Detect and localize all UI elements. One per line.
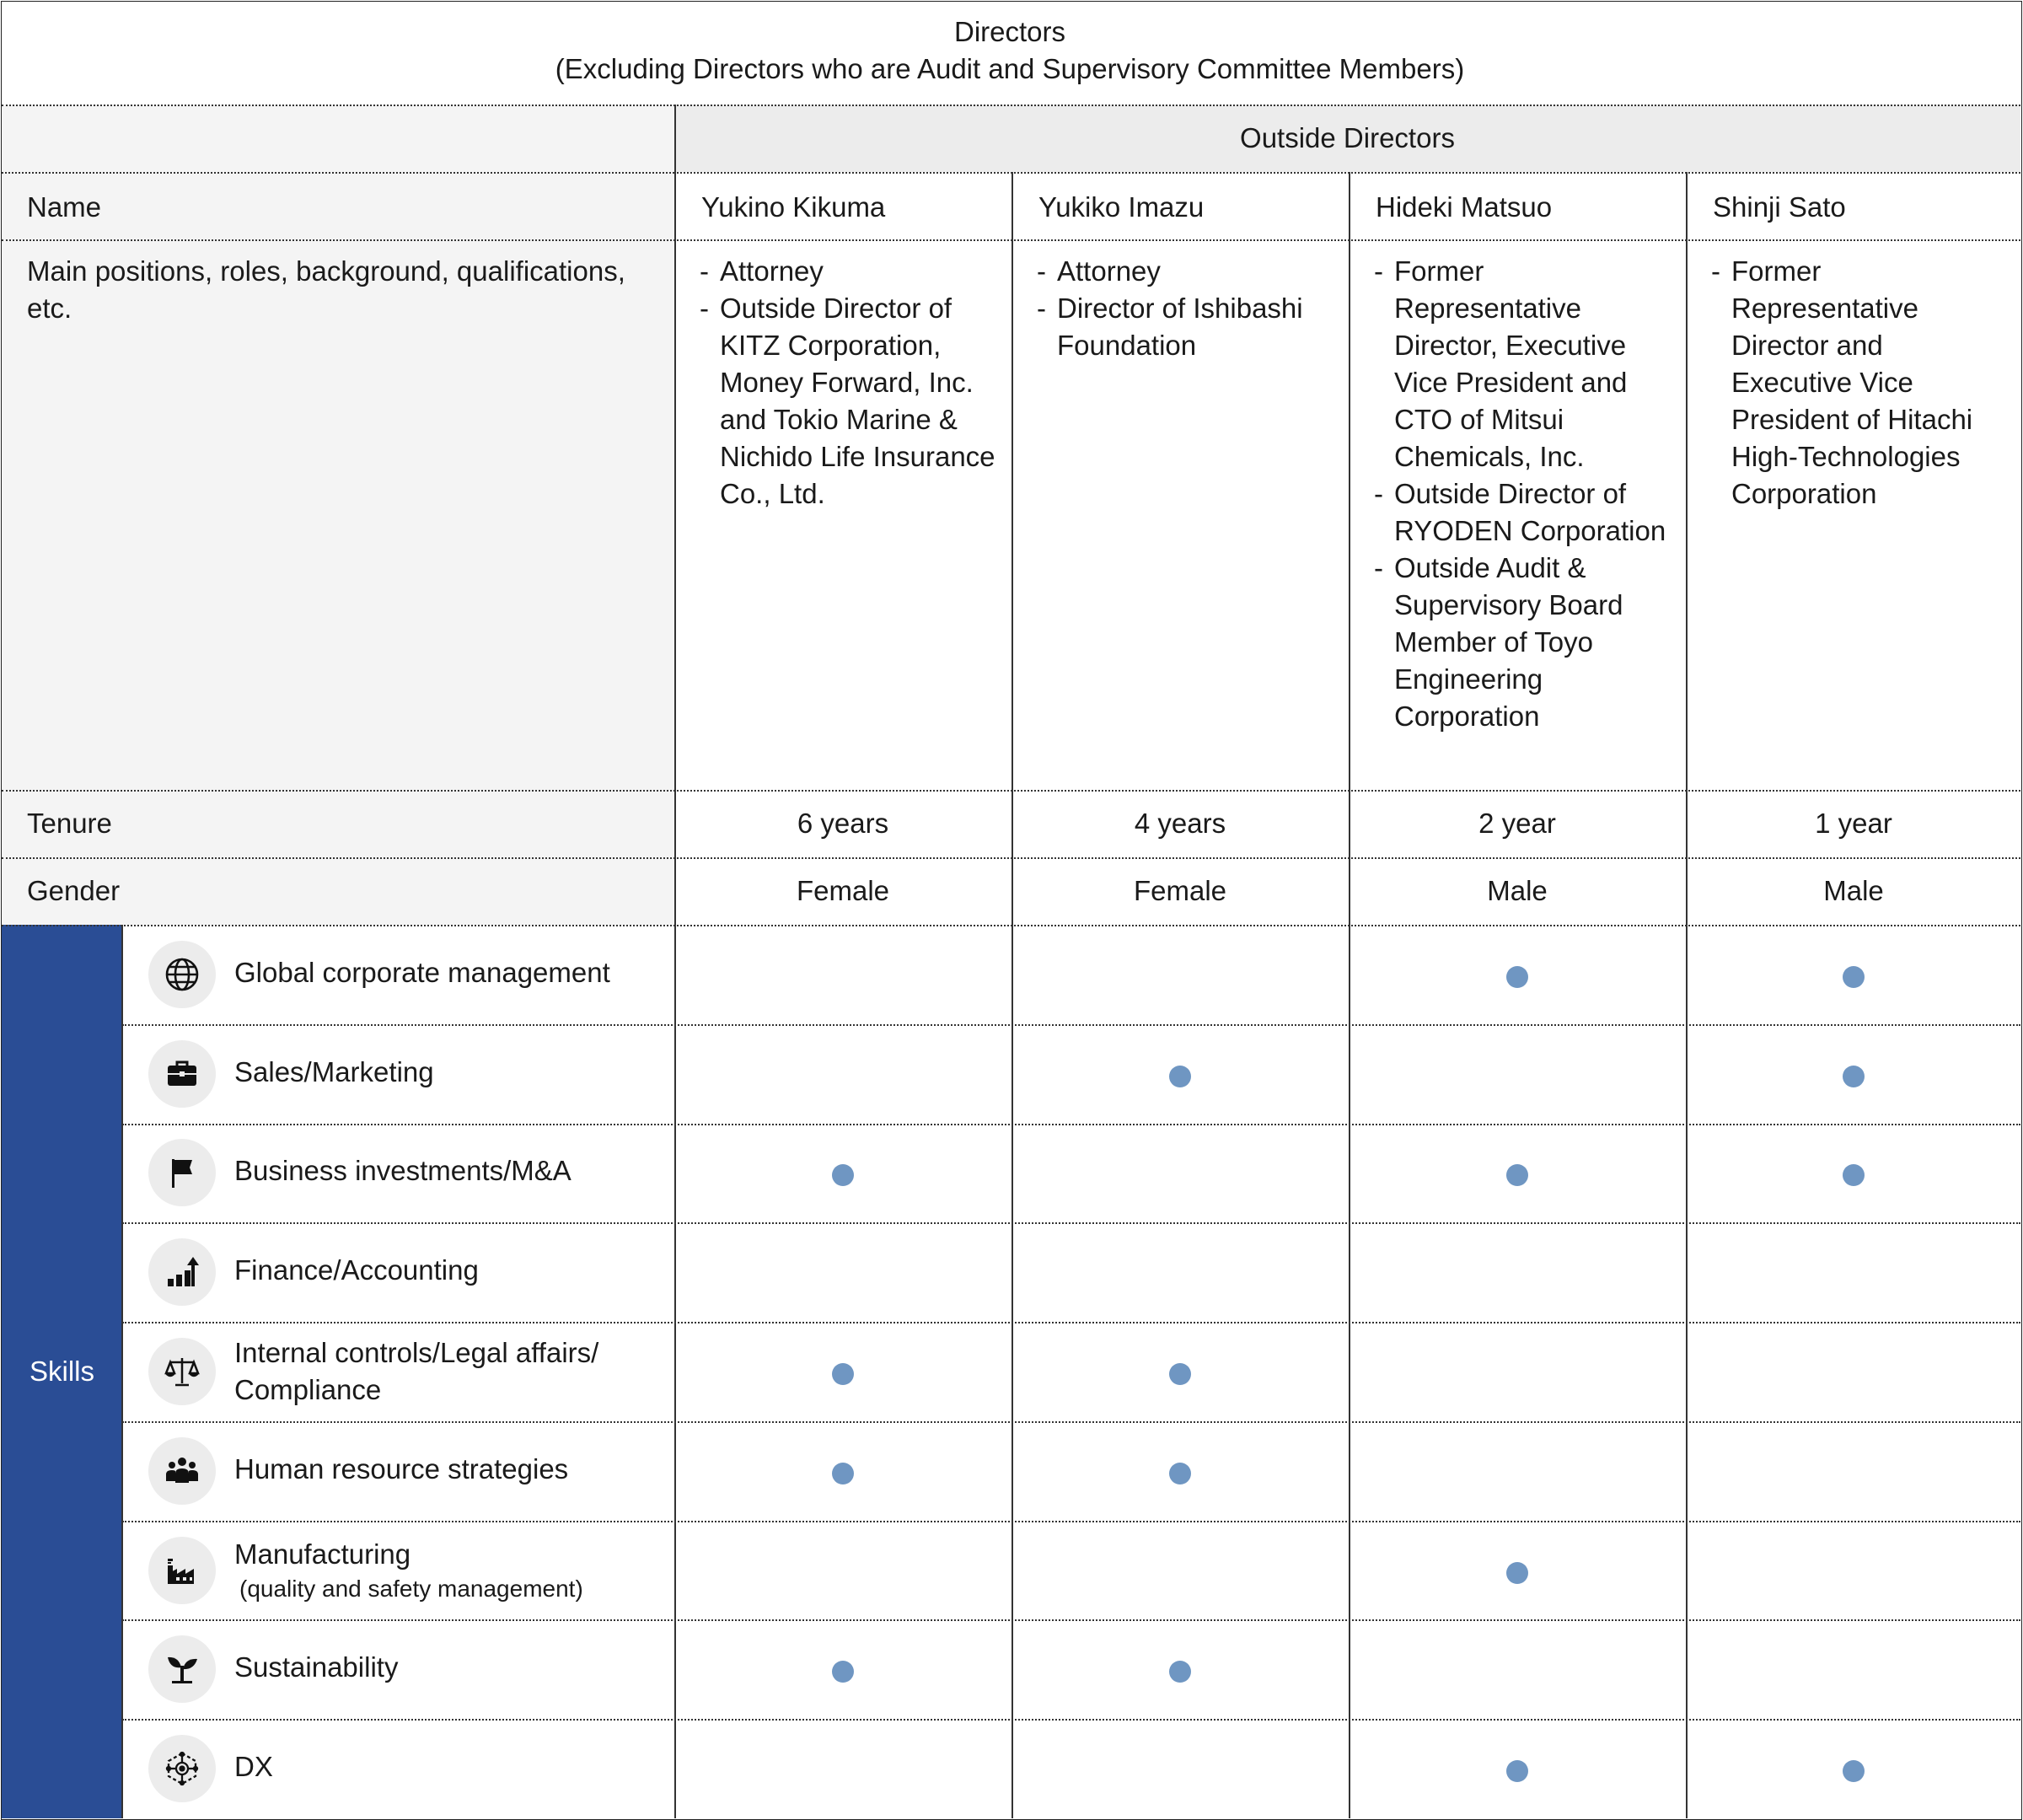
network-icon	[148, 1735, 216, 1802]
skill-label	[234, 1152, 673, 1189]
sprout-icon	[148, 1635, 216, 1703]
position-item: - Outside Audit & Supervisory Board Member of Toyo Engineering Corporation	[1374, 550, 1671, 735]
skill-label	[234, 1536, 673, 1605]
skill-label	[234, 1649, 673, 1686]
skill-label-main: Business investments/M&A	[234, 1155, 571, 1187]
positions-list	[1374, 253, 1671, 735]
position-item: - Outside Director of RYODEN Corporation	[1374, 475, 1671, 550]
skill-mark-dot	[1843, 1066, 1865, 1087]
skills-band-divider	[121, 925, 123, 1818]
skill-mark-dot	[832, 1363, 854, 1385]
bar-chart-arrow-icon	[148, 1238, 216, 1306]
position-item: - Former Representative Director, Executive Vice President and CTO of Mitsui Chemicals, Inc.	[1374, 253, 1671, 475]
director-positions	[1037, 253, 1333, 364]
skill-label-sub: Compliance	[234, 1374, 382, 1405]
skill-label-main: DX	[234, 1751, 273, 1783]
positions-list	[700, 253, 996, 513]
tenure-label: Tenure	[27, 808, 112, 839]
position-item: - Former Representative Director and Executive Vice President of Hitachi High-Technologies Corporation	[1711, 253, 2006, 513]
name-label: Name	[27, 191, 102, 223]
row-divider	[674, 172, 2020, 174]
skill-label-sub: (quality and safety management)	[239, 1575, 583, 1602]
row-divider	[122, 1124, 2020, 1125]
positions-list	[1037, 253, 1333, 364]
skill-mark-dot	[1843, 1760, 1865, 1782]
skill-label	[234, 1054, 673, 1091]
director-gender: Female	[796, 875, 890, 906]
flag-icon	[148, 1139, 216, 1206]
table-subtitle: (Excluding Directors who are Audit and Supervisory Committee Members)	[555, 53, 1465, 84]
outside-directors-header: Outside Directors	[1240, 122, 1455, 153]
skill-label-main: Finance/Accounting	[234, 1254, 479, 1286]
column-divider	[1686, 172, 1688, 1818]
director-gender: Female	[1133, 875, 1227, 906]
skill-label	[234, 1252, 673, 1289]
column-divider	[1349, 172, 1350, 1818]
director-tenure: 1 year	[1815, 808, 1892, 839]
skill-label-main: Manufacturing	[234, 1538, 411, 1570]
position-item: - Director of Ishibashi Foundation	[1037, 290, 1333, 364]
position-item: - Outside Director of KITZ Corporation, Money Forward, Inc. and Tokio Marine & Nichido Life Insurance Co., Ltd.	[700, 290, 996, 513]
director-name: Shinji Sato	[1713, 191, 1846, 223]
director-gender: Male	[1487, 875, 1548, 906]
row-divider	[122, 1521, 2020, 1522]
director-name: Hideki Matsuo	[1376, 191, 1553, 223]
gender-label: Gender	[27, 875, 121, 906]
director-name: Yukino Kikuma	[701, 191, 886, 223]
column-divider	[1012, 172, 1013, 1818]
positions-list	[1711, 253, 2006, 513]
skill-label-main: Internal controls/Legal affairs/	[234, 1337, 599, 1368]
skill-mark-dot	[1506, 1562, 1528, 1584]
globe-icon	[148, 941, 216, 1008]
row-divider	[122, 1222, 2020, 1224]
skill-mark-dot	[1843, 966, 1865, 988]
director-positions	[1711, 253, 2006, 513]
table-title: Directors	[953, 16, 1066, 47]
factory-icon	[148, 1537, 216, 1604]
director-tenure: 6 years	[797, 808, 889, 839]
skill-mark-dot	[1169, 1463, 1191, 1484]
row-divider	[122, 1322, 2020, 1323]
row-label-shade	[2, 105, 674, 925]
row-divider	[2, 105, 2020, 106]
skills-label: Skills	[29, 1356, 94, 1387]
skill-mark-dot	[1506, 1760, 1528, 1782]
skill-label-main: Global corporate management	[234, 956, 610, 988]
skill-label	[234, 1748, 673, 1785]
skill-mark-dot	[1169, 1066, 1191, 1087]
row-divider	[122, 1619, 2020, 1621]
skill-label-main: Sustainability	[234, 1651, 399, 1683]
people-icon	[148, 1437, 216, 1505]
skill-label-main: Sales/Marketing	[234, 1055, 434, 1087]
skill-label	[234, 1451, 673, 1488]
column-divider	[674, 105, 676, 1818]
scales-icon	[148, 1338, 216, 1405]
row-divider	[122, 1421, 2020, 1423]
skill-mark-dot	[1506, 966, 1528, 988]
row-divider	[122, 1719, 2020, 1721]
positions-label: Main positions, roles, background, qualifications, etc.	[27, 255, 625, 324]
position-item: - Attorney	[700, 253, 996, 290]
row-divider	[122, 1024, 2020, 1026]
director-positions	[700, 253, 996, 513]
director-positions	[1374, 253, 1671, 735]
director-name: Yukiko Imazu	[1038, 191, 1205, 223]
director-tenure: 2 year	[1478, 808, 1556, 839]
skill-label-main: Human resource strategies	[234, 1452, 569, 1484]
row-divider	[2, 172, 674, 174]
skill-label	[234, 954, 673, 991]
director-tenure: 4 years	[1134, 808, 1226, 839]
position-item: - Attorney	[1037, 253, 1333, 290]
briefcase-icon	[148, 1040, 216, 1108]
skill-mark-dot	[1169, 1363, 1191, 1385]
skill-mark-dot	[832, 1463, 854, 1484]
skill-label	[234, 1334, 673, 1409]
director-gender: Male	[1823, 875, 1884, 906]
